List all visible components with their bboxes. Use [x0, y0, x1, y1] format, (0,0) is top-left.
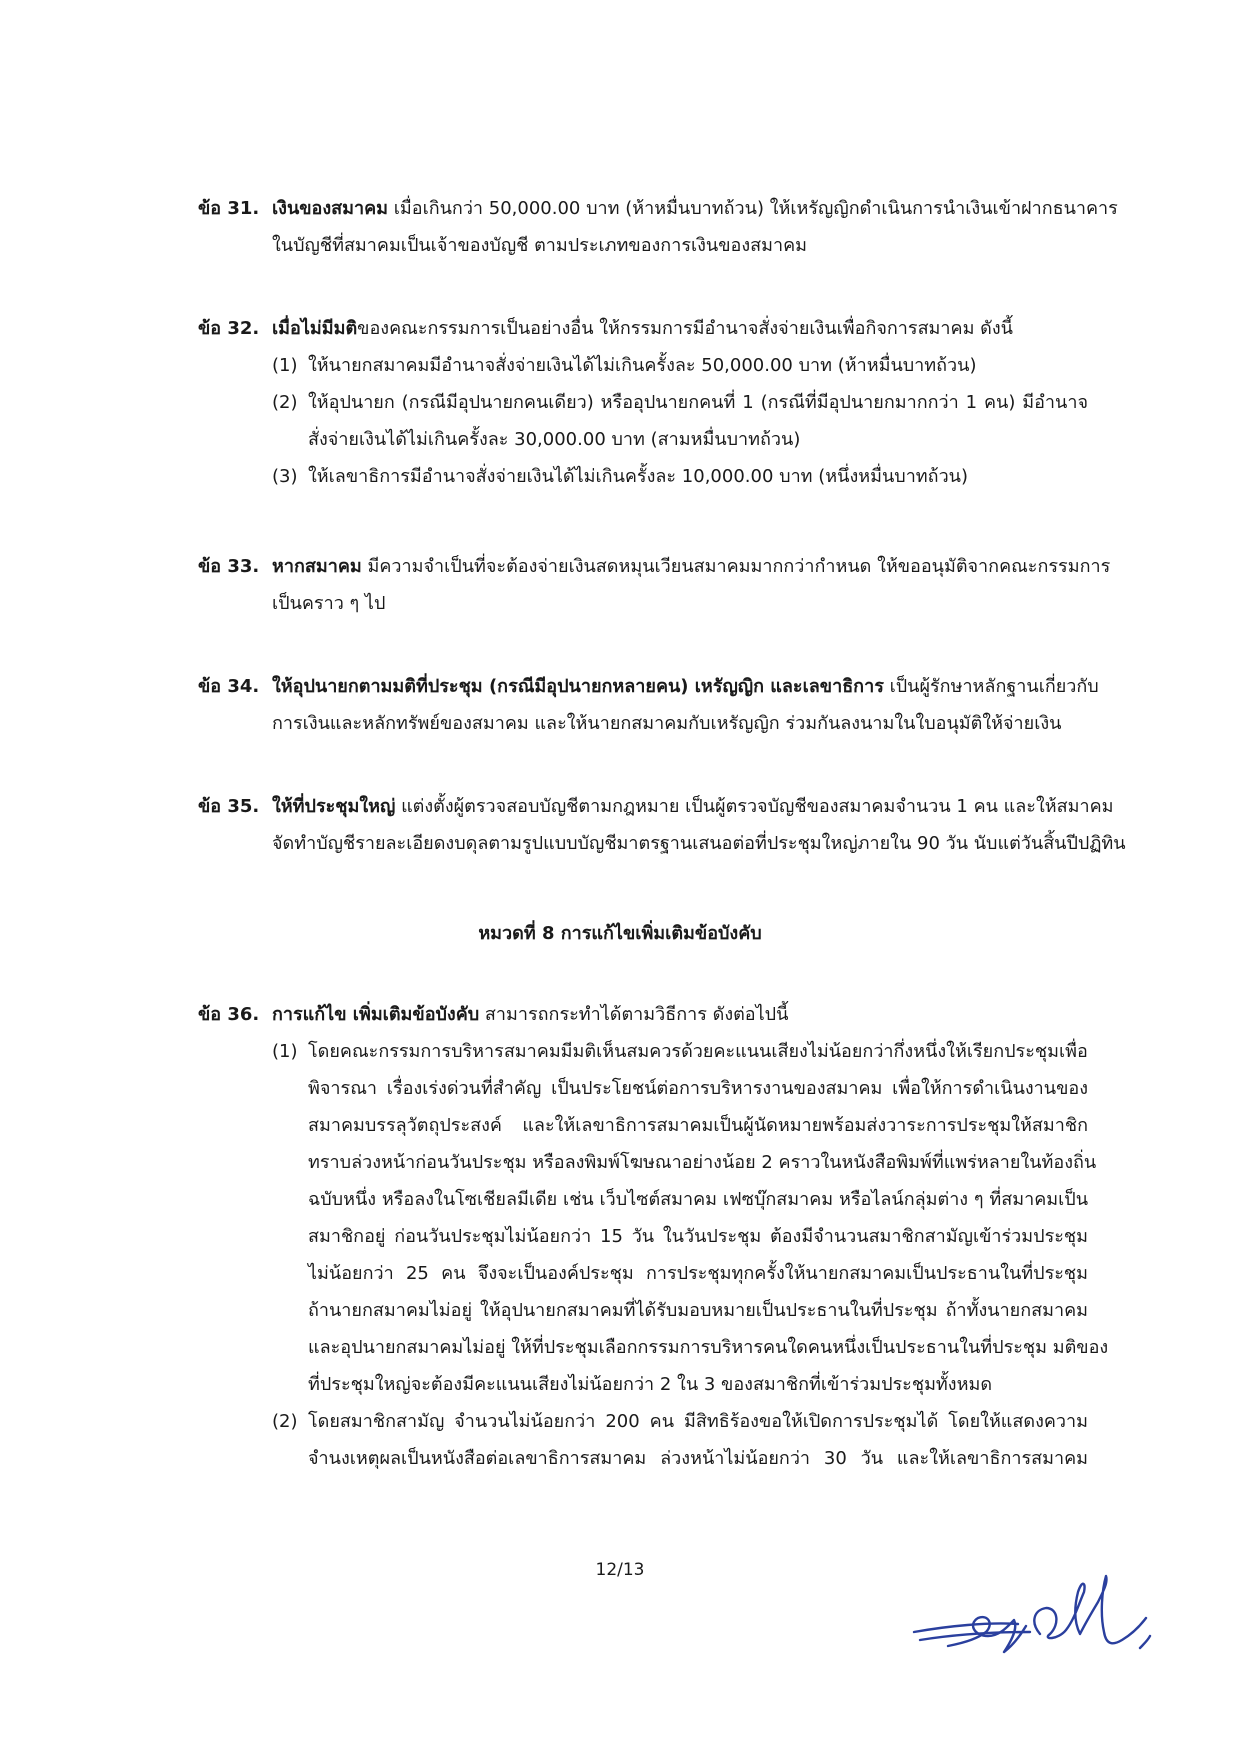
clause-31: [198, 190, 1118, 264]
sub-item-marker: (1): [272, 1041, 298, 1062]
sub-item-2: [198, 1403, 1088, 1477]
sub-item-line: ที่ประชุมใหญ่จะต้องมีคะแนนเสียงไม่น้อยกว่า 2 ใน 3 ของสมาชิกที่เข้าร่วมประชุมทั้งหมด: [308, 1374, 993, 1395]
page-number: 12/13: [595, 1560, 645, 1580]
clause-line: การแก้ไข เพิ่มเติมข้อบังคับ สามารถกระทำได้ตามวิธีการ ดังต่อไปนี้: [272, 1004, 789, 1025]
sub-item-line: ให้อุปนายก (กรณีมีอุปนายกคนเดียว) หรืออุปนายกคนที่ 1 (กรณีที่มีอุปนายกมากกว่า 1 คน) มีอำนาจ: [308, 392, 1088, 413]
clause-line: ในบัญชีที่สมาคมเป็นเจ้าของบัญชี ตามประเภทของการเงินของสมาคม: [272, 235, 807, 256]
sub-item-line: และอุปนายกสมาคมไม่อยู่ ให้ที่ประชุมเลือกกรรมการบริหารคนใดคนหนึ่งเป็นประธานในที่ประชุม มติของ: [308, 1337, 1109, 1358]
sub-item-marker: (3): [272, 466, 298, 487]
sub-item-3: [198, 458, 1088, 495]
sub-item-line: ทราบล่วงหน้าก่อนวันประชุม หรือลงพิมพ์โฆษณาอย่างน้อย 2 คราวในหนังสือพิมพ์ที่แพร่หลายในท้องถิ่น: [308, 1152, 1097, 1173]
clause-line: ให้อุปนายกตามมติที่ประชุม (กรณีมีอุปนายกหลายคน) เหรัญญิก และเลขาธิการ เป็นผู้รักษาหลักฐานเกี่ยวกับ: [272, 676, 1099, 697]
clause-number: ข้อ 36.: [198, 1004, 260, 1025]
sub-item-line: ฉบับหนึ่ง หรือลงในโซเชียลมีเดีย เช่น เว็บไซต์สมาคม เฟซบุ๊กสมาคม หรือไลน์กลุ่มต่าง ๆ ที่สมาคมเป็น: [308, 1189, 1088, 1210]
clause-line: เงินของสมาคม เมื่อเกินกว่า 50,000.00 บาท (ห้าหมื่นบาทถ้วน) ให้เหรัญญิกดำเนินการนำเงินเข้าฝากธนาคาร: [272, 198, 1118, 219]
sub-item-2: [198, 384, 1088, 458]
sub-item-1: [198, 347, 1088, 384]
clause-lead: เมื่อไม่มีมติ: [272, 318, 358, 339]
sub-item-line: ไม่น้อยกว่า 25 คน จึงจะเป็นองค์ประชุม การประชุมทุกครั้งให้นายกสมาคมเป็นประธานในที่ประชุม: [308, 1263, 1088, 1284]
clause-line: เป็นคราว ๆ ไป: [272, 593, 386, 614]
sub-item-line: จำนงเหตุผลเป็นหนังสือต่อเลขาธิการสมาคม ล่วงหน้าไม่น้อยกว่า 30 วัน และให้เลขาธิการสมาคม: [308, 1448, 1088, 1469]
clause-35: [198, 788, 1126, 862]
sub-item-marker: (2): [272, 1411, 298, 1432]
clause-number: ข้อ 35.: [198, 796, 260, 817]
clause-number: ข้อ 33.: [198, 556, 260, 577]
clause-33: [198, 548, 1111, 622]
section-heading: หมวดที่ 8 การแก้ไขเพิ่มเติมข้อบังคับ: [478, 923, 762, 944]
clause-line: เมื่อไม่มีมติของคณะกรรมการเป็นอย่างอื่น ให้กรรมการมีอำนาจสั่งจ่ายเงินเพื่อกิจการสมาคม ดังนี้: [272, 318, 1013, 339]
sub-item-line: ถ้านายกสมาคมไม่อยู่ ให้อุปนายกสมาคมที่ได้รับมอบหมายเป็นประธานในที่ประชุม ถ้าทั้งนายกสมาคม: [308, 1300, 1088, 1321]
clause-line: จัดทำบัญชีรายละเอียดงบดุลตามรูปแบบบัญชีมาตรฐานเสนอต่อที่ประชุมใหญ่ภายใน 90 วัน นับแต่วันสิ้นปีปฏิทิน: [272, 833, 1126, 854]
sub-item-line: โดยคณะกรรมการบริหารสมาคมมีมติเห็นสมควรด้วยคะแนนเสียงไม่น้อยกว่ากึ่งหนึ่งให้เรียกประชุมเพื่อ: [308, 1041, 1088, 1062]
sub-item-line: ให้นายกสมาคมมีอำนาจสั่งจ่ายเงินได้ไม่เกินครั้งละ 50,000.00 บาท (ห้าหมื่นบาทถ้วน): [308, 355, 977, 376]
clause-lead: ให้ที่ประชุมใหญ่: [272, 796, 396, 817]
sub-item-line: สั่งจ่ายเงินได้ไม่เกินครั้งละ 30,000.00 บาท (สามหมื่นบาทถ้วน): [308, 429, 801, 450]
clause-line: ให้ที่ประชุมใหญ่ แต่งตั้งผู้ตรวจสอบบัญชีตามกฎหมาย เป็นผู้ตรวจบัญชีของสมาคมจำนวน 1 คน และให้สมาคม: [272, 796, 1114, 817]
clause-number: ข้อ 32.: [198, 318, 260, 339]
clause-number: ข้อ 31.: [198, 198, 260, 219]
clause-36: [198, 996, 1109, 1477]
clause-number: ข้อ 34.: [198, 676, 260, 697]
clause-lead: เงินของสมาคม: [272, 198, 389, 219]
clause-lead: หากสมาคม: [272, 556, 362, 577]
clause-32: [198, 310, 1088, 495]
sub-item-line: โดยสมาชิกสามัญ จำนวนไม่น้อยกว่า 200 คน มีสิทธิร้องขอให้เปิดการประชุมได้ โดยให้แสดงความ: [308, 1411, 1088, 1432]
sub-item-line: ให้เลขาธิการมีอำนาจสั่งจ่ายเงินได้ไม่เกินครั้งละ 10,000.00 บาท (หนึ่งหมื่นบาทถ้วน): [308, 466, 969, 487]
clause-line: การเงินและหลักทรัพย์ของสมาคม และให้นายกสมาคมกับเหรัญญิก ร่วมกันลงนามในใบอนุมัติให้จ่ายเงิน: [272, 713, 1062, 734]
clause-lead: การแก้ไข เพิ่มเติมข้อบังคับ: [272, 1004, 480, 1025]
sub-item-marker: (2): [272, 392, 298, 413]
clause-line: หากสมาคม มีความจำเป็นที่จะต้องจ่ายเงินสดหมุนเวียนสมาคมมากกว่ากำหนด ให้ขออนุมัติจากคณะกรรมการ: [272, 556, 1111, 577]
sub-item-line: สมาชิกอยู่ ก่อนวันประชุมไม่น้อยกว่า 15 วัน ในวันประชุม ต้องมีจำนวนสมาชิกสามัญเข้าร่วมประชุม: [308, 1226, 1088, 1247]
clause-34: [198, 668, 1099, 742]
sub-item-line: พิจารณา เรื่องเร่งด่วนที่สำคัญ เป็นประโยชน์ต่อการบริหารงานของสมาคม เพื่อให้การดำเนินงานของ: [308, 1078, 1088, 1099]
clause-lead: ให้อุปนายกตามมติที่ประชุม (กรณีมีอุปนายกหลายคน) เหรัญญิก และเลขาธิการ: [272, 676, 884, 697]
signature-icon: [908, 1562, 1168, 1672]
sub-item-1: [198, 1033, 1109, 1403]
sub-item-marker: (1): [272, 355, 298, 376]
sub-item-line: สมาคมบรรลุวัตถุประสงค์ และให้เลขาธิการสมาคมเป็นผู้นัดหมายพร้อมส่งวาระการประชุมให้สมาชิก: [308, 1115, 1088, 1136]
